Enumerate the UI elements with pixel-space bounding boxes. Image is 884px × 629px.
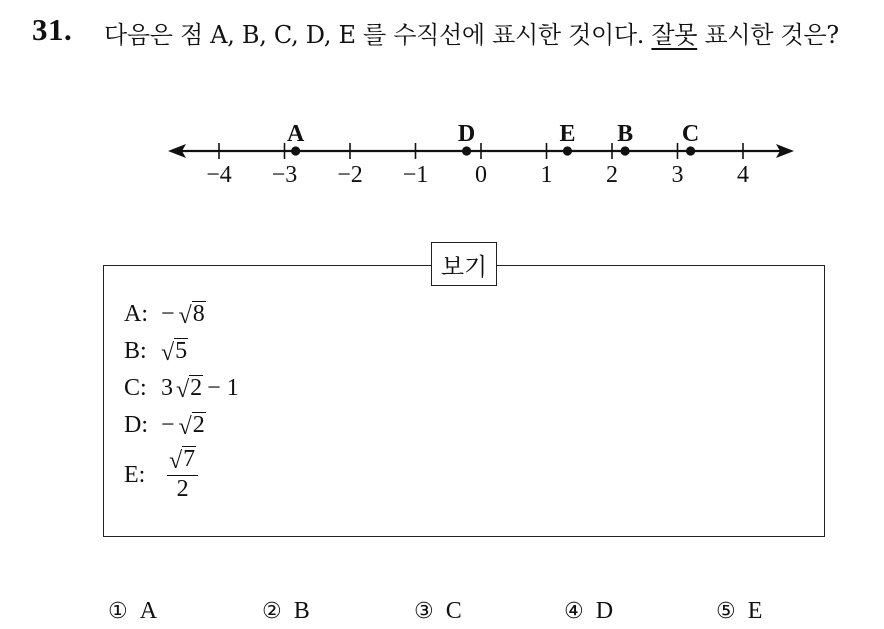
item-e-radicand: 7 — [183, 446, 196, 473]
item-e-denominator: 2 — [176, 476, 189, 503]
item-e-label: E: — [124, 461, 146, 488]
tick-label: −3 — [271, 162, 298, 188]
bogi-item-a — [124, 296, 239, 333]
choice-3[interactable] — [414, 598, 462, 625]
choice-2-text: B — [293, 598, 310, 624]
item-b-radicand: 5 — [175, 338, 188, 365]
choice-5-marker: ⑤ — [716, 599, 736, 624]
bogi-items — [124, 296, 239, 504]
point-d-dot — [462, 146, 471, 155]
bogi-item-e — [124, 446, 239, 504]
sqrt-sign-icon: √ — [169, 447, 183, 474]
item-d-sqrt — [179, 412, 206, 438]
item-a-sqrt — [179, 301, 206, 327]
item-b-label: B: — [124, 338, 147, 364]
item-c-tail: − 1 — [207, 375, 239, 401]
choice-4[interactable] — [564, 598, 613, 625]
choice-3-marker: ③ — [414, 599, 434, 624]
item-e-fraction — [167, 446, 198, 503]
item-b-sqrt — [161, 338, 188, 364]
stem-text-after: 표시한 것은? — [697, 21, 839, 49]
choice-4-marker: ④ — [564, 599, 584, 624]
choice-2-marker: ② — [262, 599, 282, 624]
stem-underlined-word: 잘못 — [651, 21, 698, 49]
choice-3-text: C — [445, 598, 462, 624]
question-stem — [104, 16, 874, 54]
point-a-label: A — [286, 121, 305, 147]
tick-label: −2 — [337, 162, 363, 188]
sqrt-sign-icon: √ — [161, 339, 175, 366]
point-b-label: B — [617, 121, 634, 147]
choice-5[interactable] — [716, 598, 762, 625]
point-a-dot — [291, 146, 300, 155]
question-number: 31. — [32, 12, 73, 47]
point-d-label: D — [457, 121, 476, 147]
item-c-label: C: — [124, 375, 147, 401]
tick-label: 0 — [475, 162, 487, 188]
item-a-sign: − — [161, 301, 175, 327]
choice-2[interactable] — [262, 598, 310, 625]
item-c-sqrt — [176, 375, 203, 401]
point-c-label: C — [681, 121, 700, 147]
point-e-label: E — [559, 121, 576, 147]
point-e-dot — [563, 146, 572, 155]
choice-1-text: A — [139, 598, 158, 624]
tick-label: −4 — [206, 162, 232, 188]
tick-label: −1 — [402, 162, 429, 188]
tick-label: 1 — [540, 162, 553, 188]
bogi-item-c — [124, 370, 239, 407]
point-b-dot — [621, 146, 630, 155]
bogi-title: 보기 — [431, 242, 497, 286]
sqrt-sign-icon: √ — [178, 302, 192, 329]
sqrt-sign-icon: √ — [178, 413, 192, 440]
tick-label: 2 — [606, 162, 618, 188]
item-d-sign: − — [161, 412, 175, 438]
item-a-radicand: 8 — [192, 301, 205, 328]
choice-4-text: D — [595, 598, 614, 624]
item-c-radicand: 2 — [190, 375, 203, 402]
tick-label: 4 — [737, 162, 749, 188]
item-d-radicand: 2 — [192, 412, 205, 439]
item-d-label: D: — [124, 412, 148, 438]
sqrt-sign-icon: √ — [176, 376, 190, 403]
item-e-numerator — [167, 446, 198, 476]
point-c-dot — [686, 146, 695, 155]
choice-1[interactable] — [108, 598, 157, 625]
stem-text-before: 다음은 점 A, B, C, D, E 를 수직선에 표시한 것이다. — [104, 21, 652, 49]
bogi-item-d — [124, 407, 239, 444]
number-line — [0, 110, 884, 190]
tick-label: 3 — [671, 162, 684, 188]
bogi-item-b — [124, 333, 239, 370]
item-a-label: A: — [124, 301, 148, 327]
choice-5-text: E — [747, 598, 763, 624]
choice-1-marker: ① — [108, 599, 128, 624]
item-c-coefficient: 3 — [161, 375, 173, 401]
